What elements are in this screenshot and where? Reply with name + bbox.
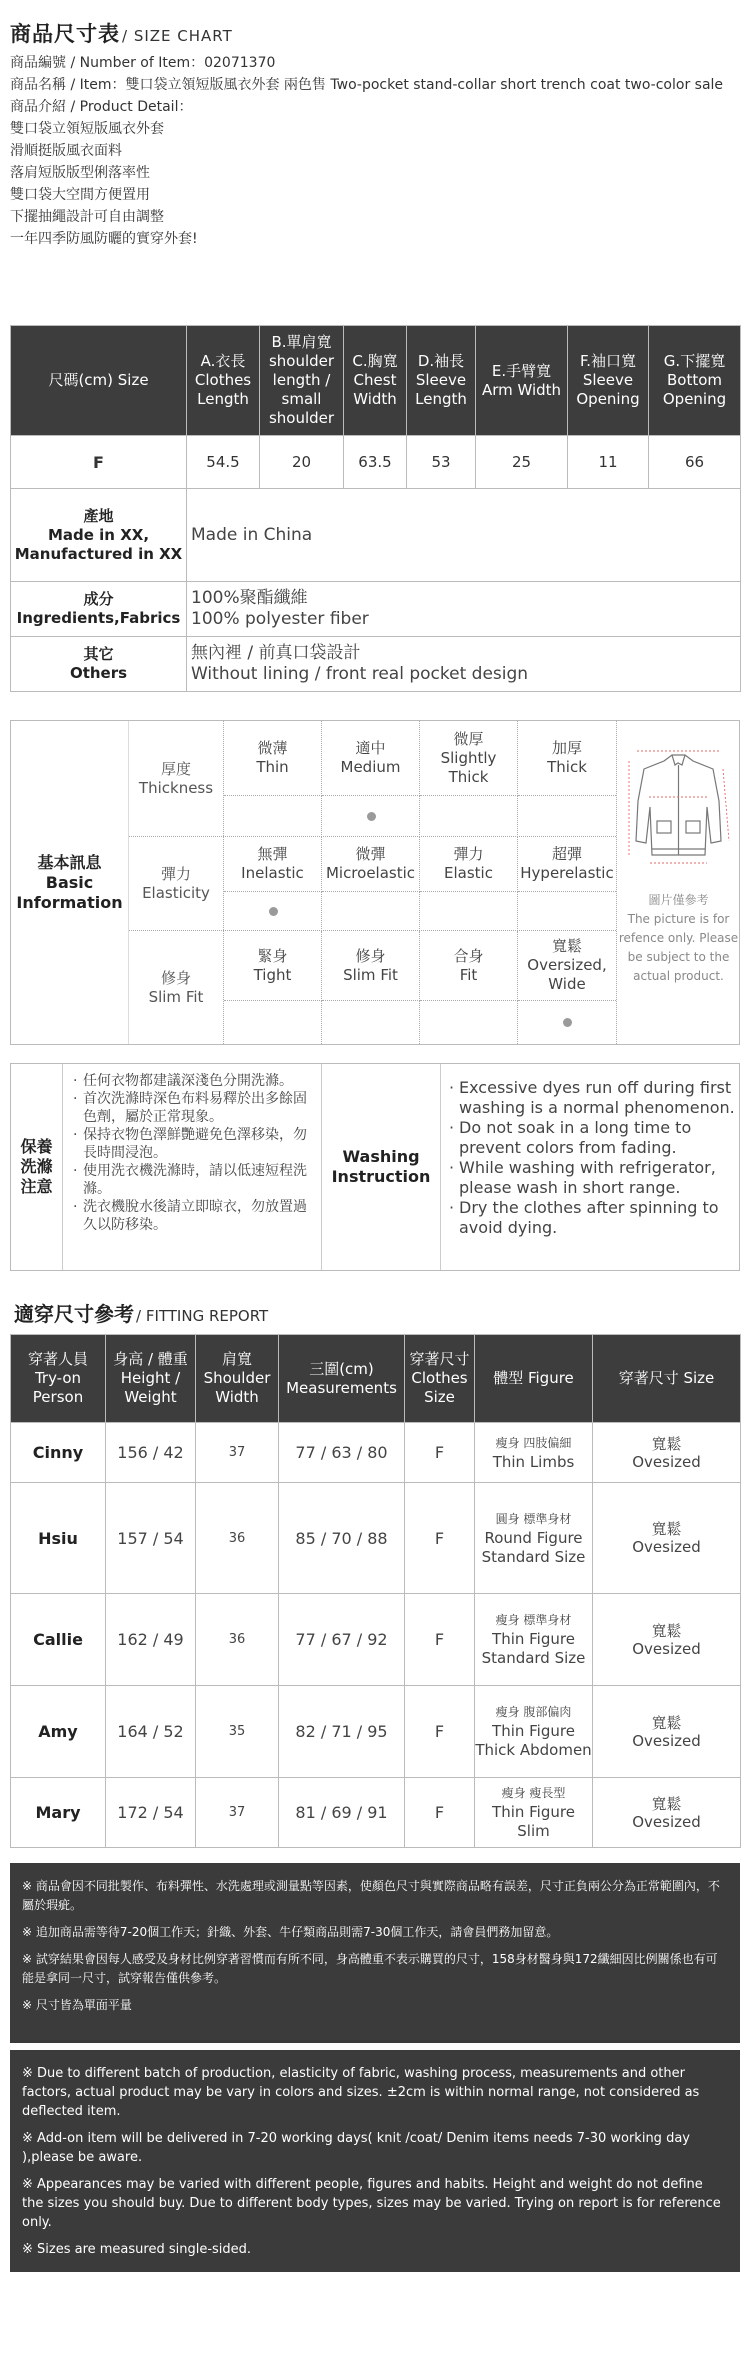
col-clothes-size: 穿著尺寸 Clothes Size bbox=[405, 1335, 475, 1423]
col-bottom-opening: G.下擺寬 Bottom Opening bbox=[649, 326, 741, 436]
option-en: Elastic bbox=[444, 864, 493, 882]
fit-label-en: Slim Fit bbox=[148, 987, 204, 1006]
table-cell: 25 bbox=[476, 436, 568, 489]
others-label bbox=[11, 637, 187, 692]
title-zh: 商品尺寸表 bbox=[10, 22, 120, 46]
col-sleeve-length: D.袖長 Sleeve Length bbox=[407, 326, 476, 436]
person-name: Mary bbox=[11, 1778, 106, 1848]
list-item: · Excessive dyes run off during first washing is a normal phenomenon. bbox=[449, 1078, 737, 1118]
jacket-illustration-panel bbox=[616, 721, 739, 1044]
ingredients-zh: 100%聚酯纖維 bbox=[191, 588, 308, 608]
elasticity-label bbox=[129, 837, 224, 930]
others-en: Without lining / front real pocket design bbox=[191, 664, 529, 684]
note-item: ※ Appearances may be varied with different people, figures and habits. Height and weight do not define the sizes you should buy. Due to different body types, sizes may be varied. Trying on report is for reference only. bbox=[22, 2177, 721, 2230]
option-en: Thin bbox=[256, 758, 289, 776]
option-zh: 彈力 bbox=[453, 845, 484, 863]
table-cell: 35 bbox=[196, 1686, 279, 1778]
others-row bbox=[11, 637, 741, 692]
rating-cell bbox=[224, 796, 322, 837]
option-en: Thick bbox=[547, 758, 587, 776]
fit-label-zh: 修身 bbox=[160, 968, 191, 987]
size-table-header bbox=[11, 326, 741, 436]
option-en: Slim Fit bbox=[343, 965, 398, 984]
detail-line: 雙口袋大空間方便置用 bbox=[10, 187, 150, 203]
wear-en: Ovesized bbox=[632, 1639, 701, 1658]
wear-cell bbox=[593, 1686, 741, 1778]
col-measurements: 三圍(cm) Measurements bbox=[279, 1335, 405, 1423]
wear-en: Ovesized bbox=[632, 1452, 701, 1471]
detail-line: 下擺抽繩設計可自由調整 bbox=[10, 209, 164, 225]
list-item: · 使用洗衣機洗滌時，請以低速短程洗滌。 bbox=[73, 1162, 318, 1198]
option-zh: 寬鬆 bbox=[551, 937, 582, 955]
option-zh: 微彈 bbox=[355, 845, 386, 863]
others-zh: 無內裡 / 前真口袋設計 bbox=[191, 643, 361, 663]
others-value bbox=[187, 637, 741, 692]
col-shoulder: 肩寬 Shoulder Width bbox=[196, 1335, 279, 1423]
table-row bbox=[11, 1483, 741, 1594]
note-item: ※ Sizes are measured single-sided. bbox=[22, 2242, 252, 2257]
col-chest-width: C.胸寬 Chest Width bbox=[344, 326, 407, 436]
basic-info-panel bbox=[10, 720, 740, 1045]
wear-zh: 寬鬆 bbox=[651, 1794, 682, 1813]
option-en: Fit bbox=[459, 965, 478, 984]
origin-label-en: Made in XX, Manufactured in XX bbox=[14, 525, 183, 563]
table-cell: 85 / 70 / 88 bbox=[279, 1483, 405, 1594]
ingredients-value bbox=[187, 582, 741, 637]
table-row bbox=[11, 1594, 741, 1686]
wear-en: Ovesized bbox=[632, 1538, 701, 1556]
fitting-title-zh: 適穿尺寸參考 bbox=[14, 1302, 134, 1326]
wear-en: Ovesized bbox=[632, 1812, 701, 1831]
washing-label-en: Washing Instruction bbox=[321, 1064, 441, 1270]
table-cell: 162 / 49 bbox=[106, 1594, 196, 1686]
picture-note bbox=[617, 891, 740, 986]
wear-cell bbox=[593, 1423, 741, 1483]
picture-note-en: The picture is for refence only. Please be subject to the actual product. bbox=[618, 912, 739, 983]
table-cell: 77 / 63 / 80 bbox=[279, 1423, 405, 1483]
col-person: 穿著人員 Try-on Person bbox=[11, 1335, 106, 1423]
note-item: ※ Due to different batch of production, elasticity of fabric, washing process, measurements and other factors, actual product may be vary in colors and sizes. ±2cm is within normal range, not considered as deflected item. bbox=[22, 2066, 700, 2119]
option-zh: 緊身 bbox=[257, 946, 288, 965]
col-figure: 體型 Figure bbox=[475, 1335, 593, 1423]
rating-cell bbox=[518, 892, 616, 931]
figure-cell bbox=[475, 1686, 593, 1778]
option-oversized bbox=[518, 931, 616, 1001]
elasticity-row bbox=[129, 837, 616, 931]
table-cell: F bbox=[405, 1423, 475, 1483]
option-zh: 超彈 bbox=[551, 845, 582, 863]
ingredients-en: 100% polyester fiber bbox=[191, 609, 369, 629]
figure-zh: 瘦身 腹部偏肉 bbox=[495, 1705, 572, 1719]
rating-cell bbox=[322, 1001, 420, 1044]
figure-en: Thin Figure Slim bbox=[492, 1803, 575, 1840]
picture-note-zh: 圖片僅參考 bbox=[648, 893, 709, 907]
col-shoulder-length: B.單肩寬 shoulder length / small shoulder bbox=[260, 326, 344, 436]
table-cell: 36 bbox=[196, 1483, 279, 1594]
option-zh: 修身 bbox=[355, 946, 386, 965]
figure-zh: 瘦身 瘦長型 bbox=[501, 1786, 566, 1800]
option-zh: 合身 bbox=[453, 946, 484, 965]
wear-cell bbox=[593, 1778, 741, 1848]
rating-cell bbox=[224, 1001, 322, 1044]
figure-en: Thin Figure Thick Abdomen bbox=[475, 1722, 592, 1759]
ingredients-label-zh: 成分 bbox=[83, 590, 114, 608]
option-zh: 無彈 bbox=[257, 845, 288, 863]
figure-zh: 瘦身 標準身材 bbox=[495, 1613, 572, 1627]
detail-line: 落肩短版版型俐落率性 bbox=[10, 165, 150, 181]
col-wear-size: 穿著尺寸 Size bbox=[593, 1335, 741, 1423]
table-row bbox=[11, 1423, 741, 1483]
list-item: · 洗衣機脫水後請立即晾衣，勿放置過久以防移染。 bbox=[73, 1198, 318, 1234]
list-item: · While washing with refrigerator, please wash in short range. bbox=[449, 1158, 737, 1198]
table-cell: 11 bbox=[568, 436, 649, 489]
option-medium bbox=[322, 721, 420, 796]
option-zh: 加厚 bbox=[551, 739, 582, 757]
table-cell: 81 / 69 / 91 bbox=[279, 1778, 405, 1848]
washing-list-zh bbox=[73, 1072, 318, 1234]
table-row bbox=[11, 1778, 741, 1848]
table-cell: 82 / 71 / 95 bbox=[279, 1686, 405, 1778]
basic-info-label-zh: 基本訊息 bbox=[37, 852, 102, 872]
list-item: · 任何衣物都建議深淺色分開洗滌。 bbox=[73, 1072, 318, 1090]
option-en: Oversized, Wide bbox=[527, 956, 607, 993]
list-item: · 首次洗滌時深色布料易釋於出多餘固色劑，屬於正常現象。 bbox=[73, 1090, 318, 1126]
option-slim-fit bbox=[322, 931, 420, 1001]
figure-zh: 瘦身 四肢偏細 bbox=[495, 1435, 572, 1450]
elasticity-label-en: Elasticity bbox=[142, 883, 210, 902]
list-item: · Dry the clothes after spinning to avoid dying. bbox=[449, 1198, 737, 1238]
thickness-label-zh: 厚度 bbox=[160, 759, 191, 778]
elasticity-label-zh: 彈力 bbox=[160, 864, 191, 883]
selected-dot-elasticity bbox=[269, 907, 278, 916]
origin-label bbox=[11, 489, 187, 582]
option-en: Tight bbox=[253, 965, 292, 984]
wear-cell bbox=[593, 1594, 741, 1686]
option-elastic bbox=[420, 837, 518, 892]
table-cell: 66 bbox=[649, 436, 741, 489]
table-row bbox=[11, 436, 741, 489]
attribute-grid bbox=[129, 721, 616, 1044]
table-cell: 157 / 54 bbox=[106, 1483, 196, 1594]
table-cell: F bbox=[405, 1686, 475, 1778]
figure-zh: 圓身 標準身材 bbox=[495, 1511, 572, 1526]
wear-cell bbox=[593, 1483, 741, 1594]
notes-zh-panel bbox=[10, 1863, 740, 2043]
note-item: ※ 試穿結果會因每人感受及身材比例穿著習慣而有所不同，身高體重不表示購買的尺寸，158身材醫身與172纖細因比例關係也有可能是拿同一尺寸，試穿報告僅供參考。 bbox=[22, 1952, 718, 1985]
option-en: Hyperelastic bbox=[520, 864, 614, 882]
table-cell: 36 bbox=[196, 1594, 279, 1686]
product-header bbox=[0, 0, 750, 300]
washing-label-zh: 保養洗滌注意 bbox=[11, 1064, 63, 1270]
washing-panel bbox=[10, 1063, 740, 1271]
rating-cell bbox=[322, 892, 420, 931]
fitting-table bbox=[10, 1334, 741, 1848]
option-zh: 微薄 bbox=[257, 739, 288, 757]
table-cell: 37 bbox=[196, 1778, 279, 1848]
ingredients-label bbox=[11, 582, 187, 637]
option-en: Microelastic bbox=[325, 864, 416, 882]
figure-en: Thin Figure Standard Size bbox=[481, 1630, 586, 1667]
origin-label-zh: 產地 bbox=[83, 506, 114, 525]
wear-zh: 寬鬆 bbox=[651, 1434, 682, 1453]
ingredients-row bbox=[11, 582, 741, 637]
col-size: 尺碼(cm) Size bbox=[11, 326, 187, 436]
thickness-label bbox=[129, 721, 224, 836]
option-en: Inelastic bbox=[241, 864, 304, 882]
option-thick bbox=[518, 721, 616, 796]
figure-cell bbox=[475, 1594, 593, 1686]
list-item: · Do not soak in a long time to prevent colors from fading. bbox=[449, 1118, 737, 1158]
basic-info-label bbox=[11, 721, 129, 1044]
option-tight bbox=[224, 931, 322, 1001]
table-cell: 20 bbox=[260, 436, 344, 489]
option-zh: 微厚 bbox=[453, 729, 484, 748]
thickness-label-en: Thickness bbox=[138, 778, 214, 797]
fitting-table-header bbox=[11, 1335, 741, 1423]
basic-info-label-en: Basic Information bbox=[16, 872, 123, 912]
rating-cell bbox=[518, 796, 616, 837]
person-name: Hsiu bbox=[11, 1483, 106, 1594]
figure-en: Round Figure Standard Size bbox=[481, 1528, 586, 1566]
person-name: Cinny bbox=[11, 1423, 106, 1483]
thickness-row bbox=[129, 721, 616, 837]
table-cell: 54.5 bbox=[187, 436, 260, 489]
note-item: ※ 追加商品需等待7-20個工作天；針織、外套、牛仔類商品則需7-30個工作天，請會員們務加留意。 bbox=[22, 1925, 559, 1939]
option-microelastic bbox=[322, 837, 420, 892]
table-cell: 164 / 52 bbox=[106, 1686, 196, 1778]
fitting-title-en: / FITTING REPORT bbox=[136, 1307, 269, 1325]
note-item: ※ Add-on item will be delivered in 7-20 working days( knit /coat/ Denim items needs 7-30 working day ),please be aware. bbox=[22, 2131, 690, 2165]
detail-line: 滑順挺版風衣面料 bbox=[10, 143, 122, 159]
wear-zh: 寬鬆 bbox=[651, 1520, 682, 1538]
option-slightly-thick bbox=[420, 721, 518, 796]
table-cell: F bbox=[405, 1778, 475, 1848]
fit-label bbox=[129, 931, 224, 1044]
wear-en: Ovesized bbox=[632, 1731, 701, 1750]
size-value: F bbox=[11, 436, 187, 489]
option-thin bbox=[224, 721, 322, 796]
rating-cell bbox=[420, 892, 518, 931]
table-cell: 77 / 67 / 92 bbox=[279, 1594, 405, 1686]
note-item: ※ 尺寸皆為單面平量 bbox=[22, 1998, 132, 2012]
wear-zh: 寬鬆 bbox=[651, 1621, 682, 1640]
selected-dot-thickness bbox=[367, 812, 376, 821]
wear-zh: 寬鬆 bbox=[651, 1713, 682, 1732]
others-label-zh: 其它 bbox=[83, 645, 114, 663]
detail-line: 雙口袋立領短版風衣外套 bbox=[10, 121, 164, 137]
table-cell: 172 / 54 bbox=[106, 1778, 196, 1848]
note-item: ※ 商品會因不同批製作、布料彈性、水洗處理或測量點等因素，使顏色尺寸與實際商品略有誤差，尺寸正負兩公分為正常範圍內，不屬於瑕疵。 bbox=[22, 1879, 720, 1912]
detail-line: 一年四季防風防曬的實穿外套! bbox=[10, 231, 198, 247]
ingredients-label-en: Ingredients,Fabrics bbox=[16, 609, 181, 627]
rating-cell bbox=[420, 796, 518, 837]
list-item: · 保持衣物色澤鮮艷避免色澤移染，勿長時間浸泡。 bbox=[73, 1126, 318, 1162]
figure-cell bbox=[475, 1423, 593, 1483]
col-arm-width: E.手臂寬 Arm Width bbox=[476, 326, 568, 436]
figure-en: Thin Limbs bbox=[492, 1452, 575, 1471]
figure-cell bbox=[475, 1483, 593, 1594]
col-sleeve-opening: F.袖口寬 Sleeve Opening bbox=[568, 326, 649, 436]
option-en: Slightly Thick bbox=[440, 748, 497, 786]
washing-list-en bbox=[449, 1078, 737, 1238]
fit-row bbox=[129, 931, 616, 1044]
col-height-weight: 身高 / 體重 Height / Weight bbox=[106, 1335, 196, 1423]
option-inelastic bbox=[224, 837, 322, 892]
table-row bbox=[11, 1686, 741, 1778]
title-en: / SIZE CHART bbox=[122, 27, 233, 45]
table-cell: F bbox=[405, 1594, 475, 1686]
table-cell: 37 bbox=[196, 1423, 279, 1483]
notes-en-panel bbox=[10, 2050, 740, 2272]
fitting-title bbox=[14, 1298, 268, 1327]
selected-dot-fit bbox=[563, 1018, 572, 1027]
product-detail-label: 商品介紹 / Product Detail： bbox=[10, 99, 193, 115]
size-table bbox=[10, 325, 741, 692]
col-clothes-length: A.衣長 Clothes Length bbox=[187, 326, 260, 436]
option-hyperelastic bbox=[518, 837, 616, 892]
item-number: 商品編號 / Number of Item：02071370 bbox=[10, 55, 276, 71]
origin-row bbox=[11, 489, 741, 582]
person-name: Callie bbox=[11, 1594, 106, 1686]
figure-cell bbox=[475, 1778, 593, 1848]
person-name: Amy bbox=[11, 1686, 106, 1778]
option-zh: 適中 bbox=[355, 739, 386, 757]
others-label-en: Others bbox=[69, 664, 128, 682]
table-cell: 156 / 42 bbox=[106, 1423, 196, 1483]
table-cell: 63.5 bbox=[344, 436, 407, 489]
rating-cell bbox=[420, 1001, 518, 1044]
table-cell: 53 bbox=[407, 436, 476, 489]
origin-value: Made in China bbox=[187, 489, 741, 582]
item-name: 商品名稱 / Item：雙口袋立領短版風衣外套 兩色售 Two-pocket stand-collar short trench coat two-color sale bbox=[10, 77, 724, 93]
option-en: Medium bbox=[340, 758, 401, 776]
option-fit bbox=[420, 931, 518, 1001]
size-chart-title bbox=[10, 18, 740, 48]
jacket-outline-icon bbox=[617, 721, 740, 891]
table-cell: F bbox=[405, 1483, 475, 1594]
